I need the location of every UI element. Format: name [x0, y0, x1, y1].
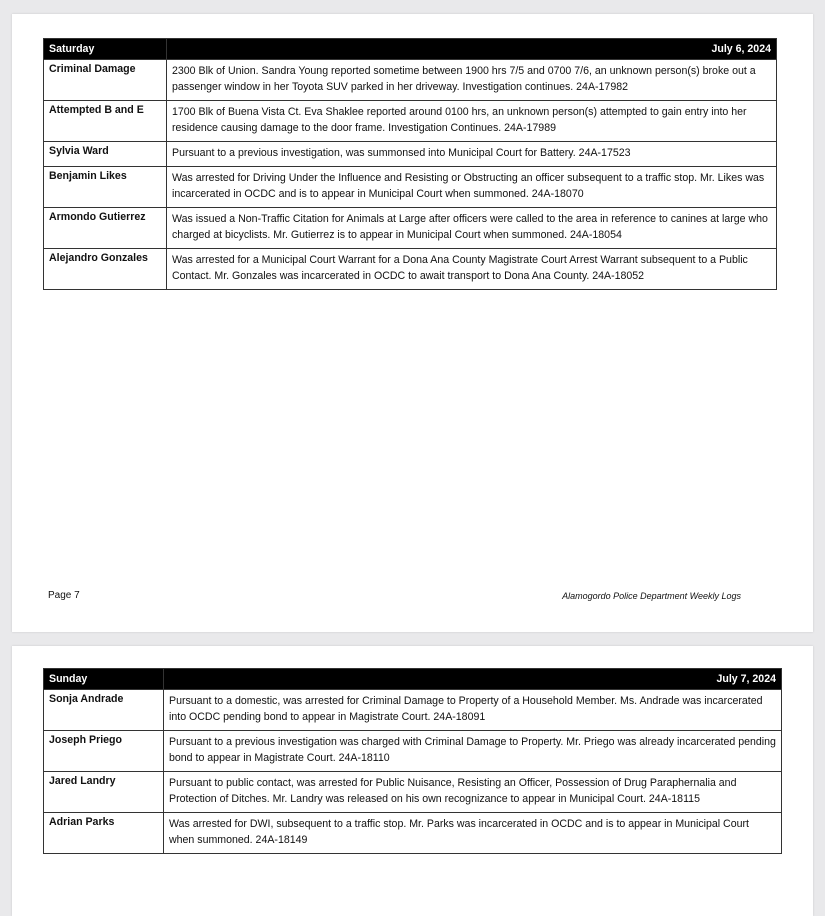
- saturday-log-table: [43, 38, 777, 290]
- entry-description: 2300 Blk of Union. Sandra Young reported sometime between 1900 hrs 7/5 and 0700 7/6, an unknown person(s) broke out a passenger window in her Toyota SUV parked in her driveway. Investigation continues. 24A-17982: [167, 60, 777, 101]
- entry-description: 1700 Blk of Buena Vista Ct. Eva Shaklee reported around 0100 hrs, an unknown person(s) attempted to gain entry into her residence causing damage to the door frame. Investigation Continues. 24A-17989: [167, 101, 777, 142]
- table-row: [44, 167, 777, 208]
- entry-description: Pursuant to a previous investigation, was summonsed into Municipal Court for Battery. 24A-17523: [167, 142, 777, 167]
- entry-description: Pursuant to a domestic, was arrested for Criminal Damage to Property of a Household Member. Ms. Andrade was incarcerated into OCDC pending bond to appear in Magistrate Court. 24A-18091: [164, 690, 782, 731]
- day-header: Saturday: [44, 39, 167, 60]
- entry-description: Was arrested for Driving Under the Influence and Resisting or Obstructing an officer subsequent to a traffic stop. Mr. Likes was incarcerated in OCDC and is to appear in Municipal Court when summoned. 24A-18070: [167, 167, 777, 208]
- entry-description: Pursuant to a previous investigation was charged with Criminal Damage to Property. Mr. Priego was already incarcerated pending bond to appear in Magistrate Court. 24A-18110: [164, 731, 782, 772]
- page-number: Page 7: [48, 590, 80, 601]
- table-row: [44, 731, 782, 772]
- log-page-7: [12, 14, 813, 632]
- table-row: [44, 772, 782, 813]
- entry-description: Was issued a Non-Traffic Citation for Animals at Large after officers were called to the area in reference to canines at large who charged at bicyclists. Mr. Gutierrez is to appear in Municipal Court when summoned. 24A-18054: [167, 208, 777, 249]
- table-row: [44, 208, 777, 249]
- entry-name: Jared Landry: [44, 772, 164, 813]
- entry-name: Sonja Andrade: [44, 690, 164, 731]
- entry-description: Pursuant to public contact, was arrested for Public Nuisance, Resisting an Officer, Possession of Drug Paraphernalia and Protection of Ditches. Mr. Landry was released on his own recognizance to appear in Municipal Court. 24A-18115: [164, 772, 782, 813]
- entry-name: Criminal Damage: [44, 60, 167, 101]
- entry-description: Was arrested for a Municipal Court Warrant for a Dona Ana County Magistrate Court Arrest Warrant subsequent to a Public Contact. Mr. Gonzales was incarcerated in OCDC to await transport to Dona Ana County. 24A-18052: [167, 249, 777, 290]
- table-row: [44, 142, 777, 167]
- sunday-log-table: [43, 668, 782, 854]
- table-row: [44, 60, 777, 101]
- entry-name: Adrian Parks: [44, 813, 164, 854]
- entry-name: Joseph Priego: [44, 731, 164, 772]
- date-header: July 6, 2024: [167, 39, 777, 60]
- table-row: [44, 249, 777, 290]
- footer-title: Alamogordo Police Department Weekly Logs: [562, 591, 741, 601]
- entry-name: Armondo Gutierrez: [44, 208, 167, 249]
- table-header-row: [44, 669, 782, 690]
- entry-name: Alejandro Gonzales: [44, 249, 167, 290]
- table-row: [44, 813, 782, 854]
- entry-name: Benjamin Likes: [44, 167, 167, 208]
- date-header: July 7, 2024: [164, 669, 782, 690]
- table-row: [44, 101, 777, 142]
- table-header-row: [44, 39, 777, 60]
- entry-name: Sylvia Ward: [44, 142, 167, 167]
- table-row: [44, 690, 782, 731]
- log-page-8: [12, 646, 813, 916]
- entry-description: Was arrested for DWI, subsequent to a traffic stop. Mr. Parks was incarcerated in OCDC and is to appear in Municipal Court when summoned. 24A-18149: [164, 813, 782, 854]
- entry-name: Attempted B and E: [44, 101, 167, 142]
- day-header: Sunday: [44, 669, 164, 690]
